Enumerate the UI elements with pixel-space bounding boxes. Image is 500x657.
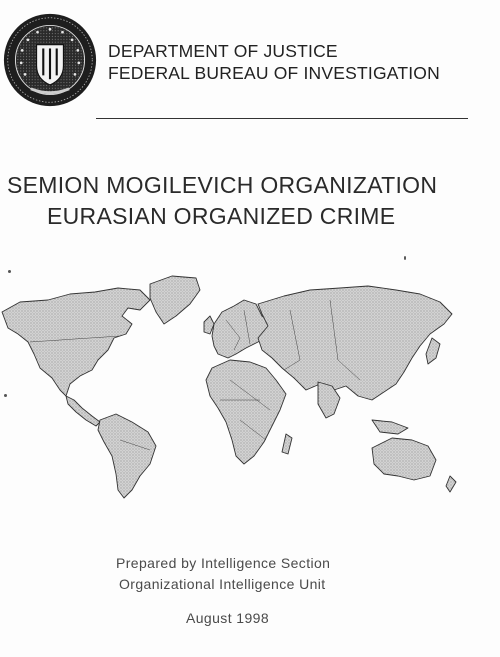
japan-shape	[426, 338, 440, 364]
unit-line: Organizational Intelligence Unit	[119, 576, 326, 592]
africa-shape	[206, 360, 286, 464]
scan-speck	[8, 270, 11, 273]
title-line-1: SEMION MOGILEVICH ORGANIZATION	[7, 172, 438, 198]
asia-shape	[258, 286, 452, 400]
scan-speck	[4, 394, 7, 397]
indonesia-shape	[372, 420, 408, 434]
fbi-seal-icon	[2, 12, 98, 108]
title-line-2: EURASIAN ORGANIZED CRIME	[47, 203, 396, 229]
central-america-shape	[66, 396, 100, 426]
prepared-by-line: Prepared by Intelligence Section	[116, 555, 331, 571]
scan-speck	[404, 256, 406, 260]
new-zealand-shape	[446, 476, 456, 492]
madagascar-shape	[282, 434, 292, 454]
header-divider	[96, 118, 468, 119]
greenland-shape	[150, 276, 200, 324]
agency-header	[108, 40, 440, 84]
north-america-shape	[2, 288, 150, 396]
bureau-name: FEDERAL BUREAU OF INVESTIGATION	[108, 63, 440, 83]
department-name: DEPARTMENT OF JUSTICE	[108, 41, 338, 61]
australia-shape	[372, 438, 436, 480]
south-america-shape	[98, 414, 156, 498]
world-map	[0, 250, 470, 500]
report-date: August 1998	[186, 610, 270, 626]
